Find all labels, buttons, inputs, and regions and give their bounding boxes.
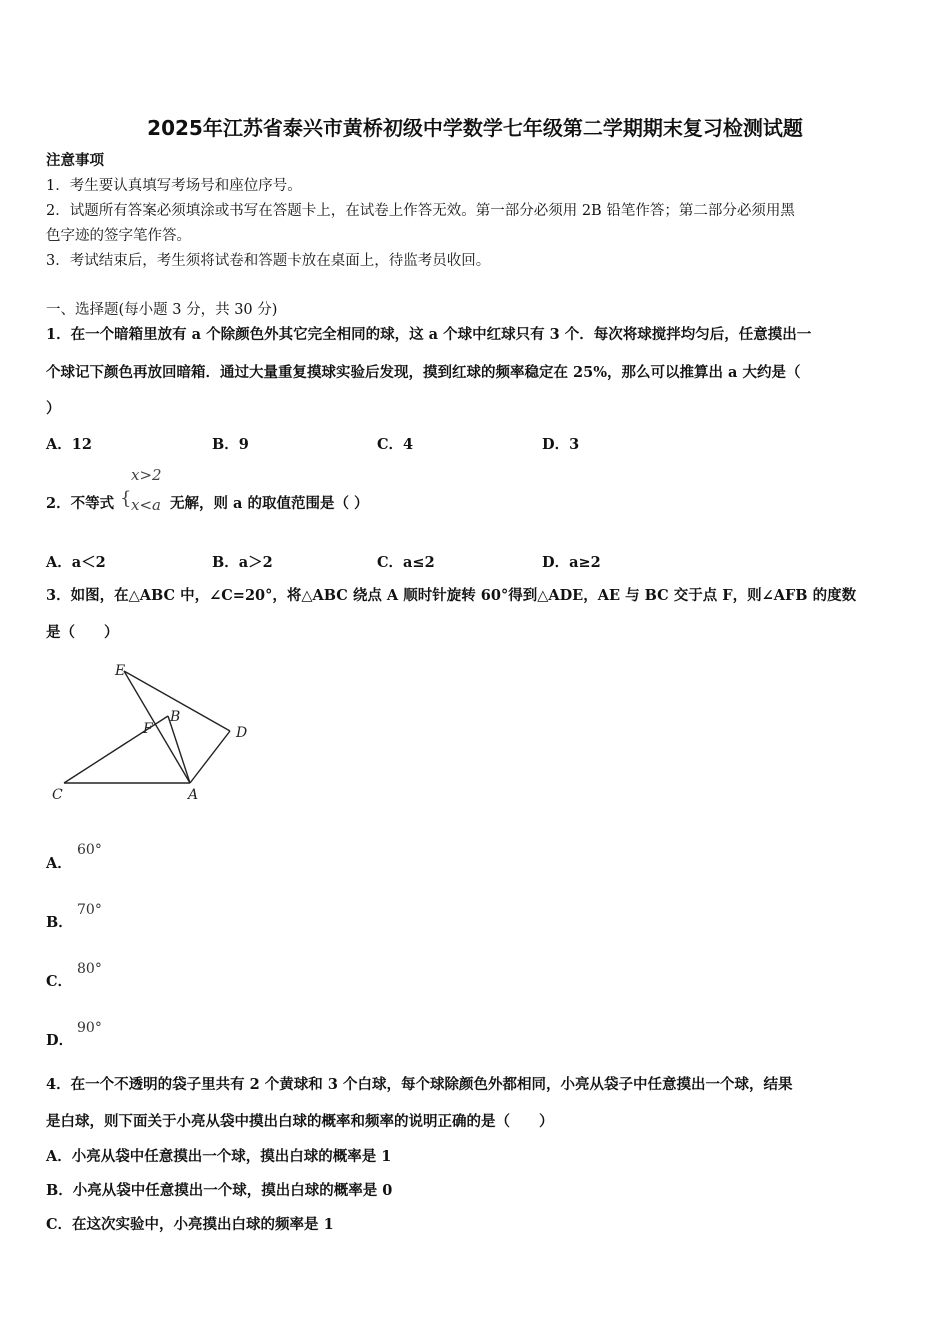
q2-option-c[interactable]: C．a≤2 xyxy=(377,554,435,571)
q4-stem-line: 是白球，则下面关于小亮从袋中摸出白球的概率和频率的说明正确的是（ ） xyxy=(46,1113,554,1130)
q3-option-b-value: 70° xyxy=(77,902,102,918)
q1-stem-line: 1．在一个暗箱里放有 a 个除颜色外其它完全相同的球，这 a 个球中红球只有 3 个．每次将球搅拌均匀后，任意摸出一 xyxy=(46,326,812,343)
q3-option-c[interactable] xyxy=(46,970,72,991)
label-A: A xyxy=(188,787,199,803)
q3-option-a-value: 60° xyxy=(77,842,102,858)
q1-option-d[interactable]: D．3 xyxy=(542,436,580,453)
q3-option-c-value: 80° xyxy=(77,961,102,977)
q3-option-d[interactable] xyxy=(46,1029,73,1050)
q2-prefix: 2．不等式 xyxy=(46,495,115,512)
inequality-line-2: x<a xyxy=(131,496,161,514)
q2-option-b[interactable]: B．a＞2 xyxy=(212,554,273,571)
notice-item: 1．考生要认真填写考场号和座位序号。 xyxy=(46,178,302,194)
label-F: F xyxy=(143,721,153,737)
q1-stem-line: ） xyxy=(46,400,61,417)
q3-option-d-value: 90° xyxy=(77,1020,102,1036)
q4-option-c[interactable]: C．在这次实验中，小亮摸出白球的频率是 1 xyxy=(46,1216,334,1233)
inequality-line-1: x>2 xyxy=(131,466,162,484)
label-B: B xyxy=(170,709,181,725)
notice-heading: 注意事项 xyxy=(46,152,104,169)
notice-item: 色字迹的签字笔作答。 xyxy=(46,228,191,244)
triangle-rotation-figure xyxy=(40,655,270,815)
q1-option-a[interactable]: A．12 xyxy=(46,436,92,453)
option-letter: A． xyxy=(46,855,72,872)
inequality-brace: { xyxy=(120,488,132,509)
option-letter: D． xyxy=(46,1032,74,1049)
q2-option-d[interactable]: D．a≥2 xyxy=(542,554,601,571)
q4-option-b[interactable]: B．小亮从袋中任意摸出一个球，摸出白球的概率是 0 xyxy=(46,1182,393,1199)
q4-option-a[interactable]: A．小亮从袋中任意摸出一个球，摸出白球的概率是 1 xyxy=(46,1148,392,1165)
label-C: C xyxy=(52,787,63,803)
option-letter: B． xyxy=(46,914,73,931)
q1-option-c[interactable]: C．4 xyxy=(377,436,414,453)
q3-stem-line: 3．如图，在△ABC 中，∠C=20°，将△ABC 绕点 A 顺时针旋转 60°得到△ADE，AE 与 BC 交于点 F，则∠AFB 的度数 xyxy=(46,587,857,604)
q2-suffix: 无解，则 a 的取值范围是（ ） xyxy=(170,495,369,512)
q4-stem-line: 4．在一个不透明的袋子里共有 2 个黄球和 3 个白球，每个球除颜色外都相同，小亮从袋子中任意摸出一个球，结果 xyxy=(46,1076,793,1093)
notice-item: 2．试题所有答案必须填涂或书写在答题卡上，在试卷上作答无效。第一部分必须用 2B 铅笔作答；第二部分必须用黑 xyxy=(46,203,795,219)
section-heading: 一、选择题(每小题 3 分，共 30 分) xyxy=(46,302,278,318)
q2-option-a[interactable]: A．a＜2 xyxy=(46,554,106,571)
q3-option-a[interactable] xyxy=(46,852,72,873)
q1-option-b[interactable]: B．9 xyxy=(212,436,249,453)
label-D: D xyxy=(236,725,248,741)
q1-stem-line: 个球记下颜色再放回暗箱．通过大量重复摸球实验后发现，摸到红球的频率稳定在 25%，那么可以推算出 a 大约是（ xyxy=(46,364,801,381)
label-E: E xyxy=(115,663,126,679)
notice-item: 3．考试结束后，考生须将试卷和答题卡放在桌面上，待监考员收回。 xyxy=(46,253,491,269)
q3-option-b[interactable] xyxy=(46,911,73,932)
q3-stem-line: 是（ ） xyxy=(46,624,119,641)
option-letter: C． xyxy=(46,973,73,990)
page-title: 2025年江苏省泰兴市黄桥初级中学数学七年级第二学期期末复习检测试题 xyxy=(147,116,803,140)
